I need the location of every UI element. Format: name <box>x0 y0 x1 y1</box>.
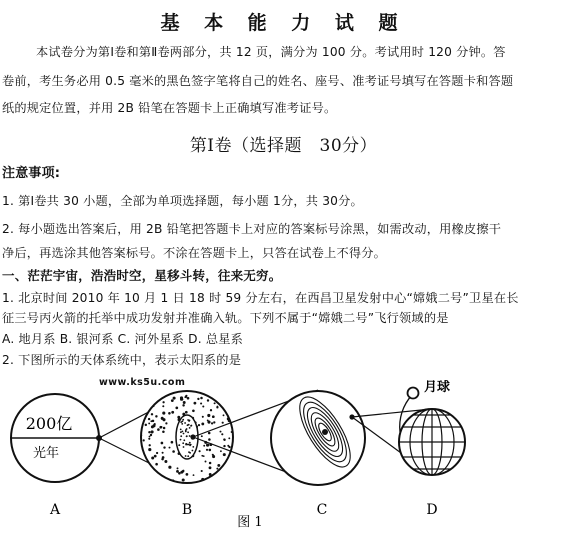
system-b-diagram <box>140 390 234 483</box>
label-d: D <box>426 502 438 518</box>
note-1: 1. 第Ⅰ卷共 30 小题，全部为单项选择题，每小题 1分，共 30分。 <box>2 194 363 208</box>
page-title: 基 本 能 力 试 题 <box>160 12 407 34</box>
intro-line-3: 纸的规定位置，并用 2B 铅笔在答题卡上正确填写准考证号。 <box>2 101 337 115</box>
system-c-diagram <box>271 390 365 485</box>
question-1-options: A. 地月系 B. 银河系 C. 河外星系 D. 总星系 <box>2 332 244 346</box>
label-c: C <box>316 502 328 518</box>
section-title: 第Ⅰ卷（选择题 30分） <box>189 136 378 156</box>
note-2: 2. 每小题选出答案后，用 2B 铅笔把答题卡上对应的答案标号涂黑，如需改动，用橡皮擦干 <box>2 222 502 236</box>
watermark: www.ks5u.com <box>99 377 186 388</box>
moon-label: 月球 <box>424 380 451 395</box>
figure-1 <box>0 380 567 536</box>
notes-heading: 注意事项: <box>2 166 61 181</box>
system-a-diagram <box>11 394 102 482</box>
intro-line-2: 卷前，考生务必用 0.5 毫米的黑色签字笔将自己的姓名、座号、准考证号填写在答题卡和答题 <box>2 74 514 88</box>
circle-a-text-bottom: 光年 <box>32 446 60 461</box>
moon-icon <box>408 388 419 399</box>
question-1-line-1: 1. 北京时间 2010 年 10 月 1 日 18 时 59 分左右，在西昌卫星发射中心“嫦娥二号”卫星在长 <box>2 291 519 305</box>
label-a: A <box>49 502 61 518</box>
question-1-line-2: 征三号丙火箭的托举中成功发射并准确入轨。下列不属于“嫦娥二号”飞行领域的是 <box>2 311 449 325</box>
note-3: 净后，再选涂其他答案标号。不涂在答题卡上，只答在试卷上不得分。 <box>2 246 387 260</box>
figure-caption: 图 1 <box>237 515 263 530</box>
part-heading: 一、茫茫宇宙，浩浩时空，星移斗转，往来无穷。 <box>2 268 282 283</box>
question-2: 2. 下图所示的天体系统中，表示太阳系的是 <box>2 353 242 367</box>
circle-a-text-top: 200亿 <box>25 414 73 433</box>
system-d-diagram <box>398 380 466 475</box>
label-b: B <box>181 502 193 518</box>
intro-line-1: 本试卷分为第Ⅰ卷和第Ⅱ卷两部分，共 12 页，满分为 100 分。考试用时 120 分钟。答 <box>36 45 506 59</box>
